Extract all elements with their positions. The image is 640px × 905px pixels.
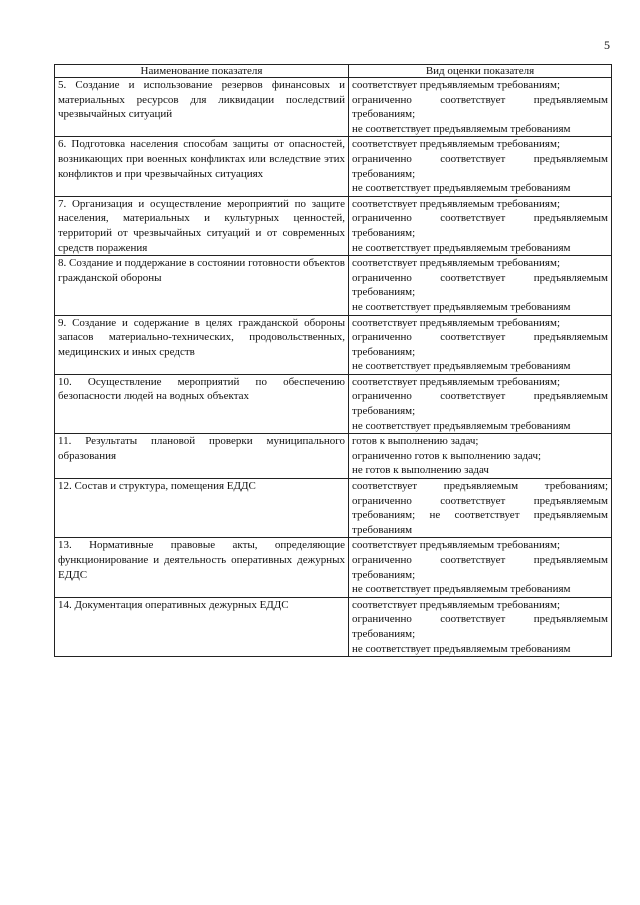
table-row xyxy=(55,597,612,656)
evaluation-option: ограниченно соответствует предъявляемым требованиям; xyxy=(352,331,608,358)
indicator-name: 7. Организация и осуществление мероприятий по защите населения, материальных и культурных ценностей, территорий от чрезвычайных ситуаций и от современных средств поражения xyxy=(55,196,349,255)
evaluation-options xyxy=(349,597,612,656)
evaluation-options xyxy=(349,78,612,137)
table-row xyxy=(55,538,612,597)
evaluation-option: не соответствует предъявляемым требованиям xyxy=(352,122,571,135)
evaluation-options xyxy=(349,374,612,433)
evaluation-options xyxy=(349,538,612,597)
evaluation-option: ограниченно соответствует предъявляемым требованиям; xyxy=(352,554,608,581)
evaluation-options xyxy=(349,479,612,538)
evaluation-option: не соответствует предъявляемым требованиям xyxy=(352,360,571,373)
indicator-name: 12. Состав и структура, помещения ЕДДС xyxy=(55,479,349,538)
evaluation-option: ограниченно готов к выполнению задач; xyxy=(352,449,542,462)
table-header-row xyxy=(55,65,612,78)
evaluation-options xyxy=(349,315,612,374)
indicator-name: 13. Нормативные правовые акты, определяющие функционирование и деятельность оперативных дежурных ЕДДС xyxy=(55,538,349,597)
indicator-name: 9. Создание и содержание в целях гражданской обороны запасов материально-технических, продовольственных, медицинских и иных средств xyxy=(55,315,349,374)
evaluation-option: соответствует предъявляемым требованиям; xyxy=(352,257,561,270)
evaluation-option: соответствует предъявляемым требованиям; xyxy=(352,79,561,91)
table-row xyxy=(55,434,612,479)
evaluation-options xyxy=(349,434,612,479)
table-row xyxy=(55,196,612,255)
evaluation-options xyxy=(349,137,612,196)
table-row xyxy=(55,137,612,196)
evaluation-option: ограниченно соответствует предъявляемым требованиям; xyxy=(352,271,608,299)
table-row xyxy=(55,479,612,538)
table-row xyxy=(55,315,612,374)
page-number: 5 xyxy=(604,38,610,52)
evaluation-option: соответствует предъявляемым требованиям; xyxy=(352,539,561,552)
table-row xyxy=(55,256,612,315)
evaluation-option: ограниченно соответствует предъявляемым требованиям; xyxy=(352,613,608,640)
indicator-name: 11. Результаты плановой проверки муниципального образования xyxy=(55,434,349,479)
evaluation-option: ограниченно соответствует предъявляемым требованиям; xyxy=(352,152,608,180)
evaluation-option: соответствует предъявляемым требованиям; xyxy=(352,138,561,151)
evaluation-options xyxy=(349,196,612,255)
indicator-name: 6. Подготовка населения способам защиты от опасностей, возникающих при военных конфликтах или вследствие этих конфликтов и при чрезвычайных ситуациях xyxy=(55,137,349,196)
evaluation-option: соответствует предъявляемым требованиям; xyxy=(352,598,561,611)
evaluation-option: ограниченно соответствует предъявляемым требованиям; xyxy=(352,390,608,418)
indicator-name: 14. Документация оперативных дежурных ЕДДС xyxy=(55,597,349,656)
evaluation-option: соответствует предъявляемым требованиям; xyxy=(352,316,561,329)
evaluation-option: не соответствует предъявляемым требованиям xyxy=(352,241,571,254)
indicator-name: 5. Создание и использование резервов финансовых и материальных ресурсов для ликвидации последствий чрезвычайных ситуаций xyxy=(55,78,349,137)
evaluation-option: не соответствует предъявляемым требованиям xyxy=(352,300,571,313)
evaluation-option: ограниченно соответствует предъявляемым требованиям; xyxy=(352,93,608,121)
evaluation-option: ограниченно соответствует предъявляемым требованиям; xyxy=(352,212,608,239)
evaluation-option: соответствует предъявляемым требованиям; ограниченно соответствует предъявляемым требованиям; не соответствует предъявляемым требованиям xyxy=(352,480,608,536)
evaluation-option: не соответствует предъявляемым требованиям xyxy=(352,419,571,432)
table-body xyxy=(55,78,612,657)
evaluation-option: соответствует предъявляемым требованиям; xyxy=(352,375,561,388)
indicators-table xyxy=(54,64,612,657)
evaluation-option: не готов к выполнению задач xyxy=(352,464,489,477)
table-row xyxy=(55,374,612,433)
table-row xyxy=(55,78,612,137)
indicator-name: 8. Создание и поддержание в состоянии готовности объектов гражданской обороны xyxy=(55,256,349,315)
evaluation-option: не соответствует предъявляемым требованиям xyxy=(352,642,571,655)
evaluation-option: соответствует предъявляемым требованиям; xyxy=(352,197,561,210)
indicator-name: 10. Осуществление мероприятий по обеспечению безопасности людей на водных объектах xyxy=(55,374,349,433)
header-indicator-name: Наименование показателя xyxy=(55,65,349,78)
evaluation-option: не соответствует предъявляемым требованиям xyxy=(352,182,571,195)
evaluation-option: не соответствует предъявляемым требованиям xyxy=(352,583,571,596)
header-evaluation-type: Вид оценки показателя xyxy=(349,65,612,78)
evaluation-option: готов к выполнению задач; xyxy=(352,435,479,448)
evaluation-options xyxy=(349,256,612,315)
